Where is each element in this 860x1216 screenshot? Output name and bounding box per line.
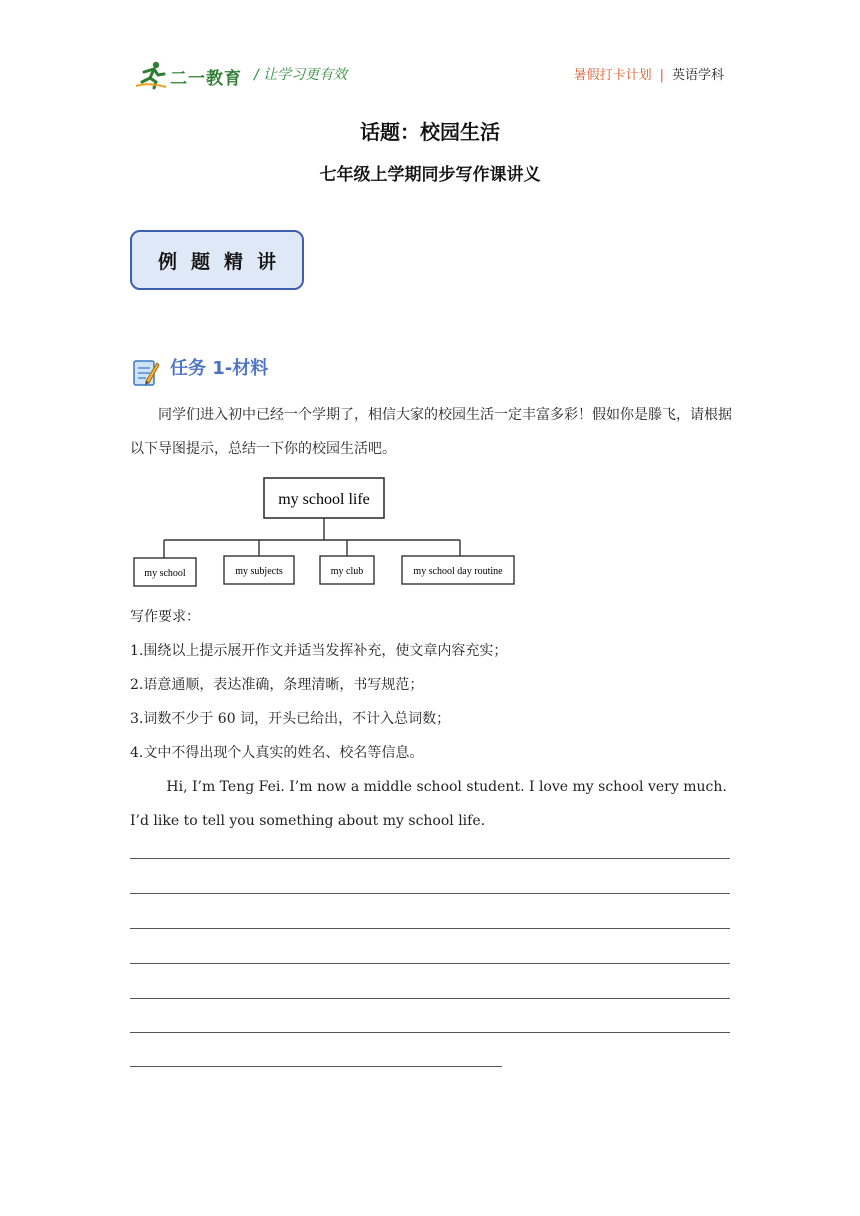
requirement-item: 4.文中不得出现个人真实的姓名、校名等信息。 (130, 745, 424, 761)
slogan: / 让学习更有效 (254, 67, 348, 83)
writing-requirements (130, 600, 734, 770)
mindmap-node-subjects: my subjects (235, 566, 283, 577)
writing-line[interactable] (130, 893, 730, 894)
task-title: 任务 1-材料 (170, 358, 269, 379)
requirement-item: 3.词数不少于 60 词，开头已给出，不计入总词数； (130, 711, 451, 727)
writing-line[interactable] (130, 963, 730, 964)
writing-line[interactable] (130, 928, 730, 929)
mindmap-node-school: my school (144, 568, 186, 579)
page-subtitle: 七年级上学期同步写作课讲义 (319, 165, 541, 185)
summer-plan-label: 暑假打卡计划 (573, 68, 652, 83)
subject-label: 英语学科 (671, 68, 724, 83)
writing-line[interactable] (130, 858, 730, 859)
notepad-pencil-icon (132, 357, 160, 387)
section-label-box: 例题精讲 (130, 230, 304, 290)
mindmap-node-routine: my school day routine (413, 566, 503, 577)
writing-line[interactable] (130, 1066, 502, 1067)
writing-line[interactable] (130, 1032, 730, 1033)
requirement-item: 2.语意通顺，表达准确，条理清晰，书写规范； (130, 677, 424, 693)
mind-map (130, 474, 520, 592)
task-intro: 同学们进入初中已经一个学期了，相信大家的校园生活一定丰富多彩！假如你是滕飞，请根据以下导图提示，总结一下你的校园生活吧。 (130, 407, 732, 457)
running-man-logo-icon (134, 60, 168, 90)
requirement-item: 1.围绕以上提示展开作文并适当发挥补充，使文章内容充实； (130, 643, 508, 659)
writing-line[interactable] (130, 998, 730, 999)
essay-opening: Hi, I’m Teng Fei. I’m now a middle school student. I love my school very much. I’d like to tell you something about my school life. (130, 779, 727, 829)
header-right (574, 64, 724, 83)
page-title: 话题：校园生活 (360, 120, 500, 144)
mindmap-root-label: my school life (278, 491, 370, 508)
header-separator: | (659, 68, 664, 83)
requirements-heading: 写作要求： (130, 609, 200, 625)
mindmap-node-club: my club (330, 566, 364, 577)
brand-name: 二一教育 (170, 69, 242, 89)
